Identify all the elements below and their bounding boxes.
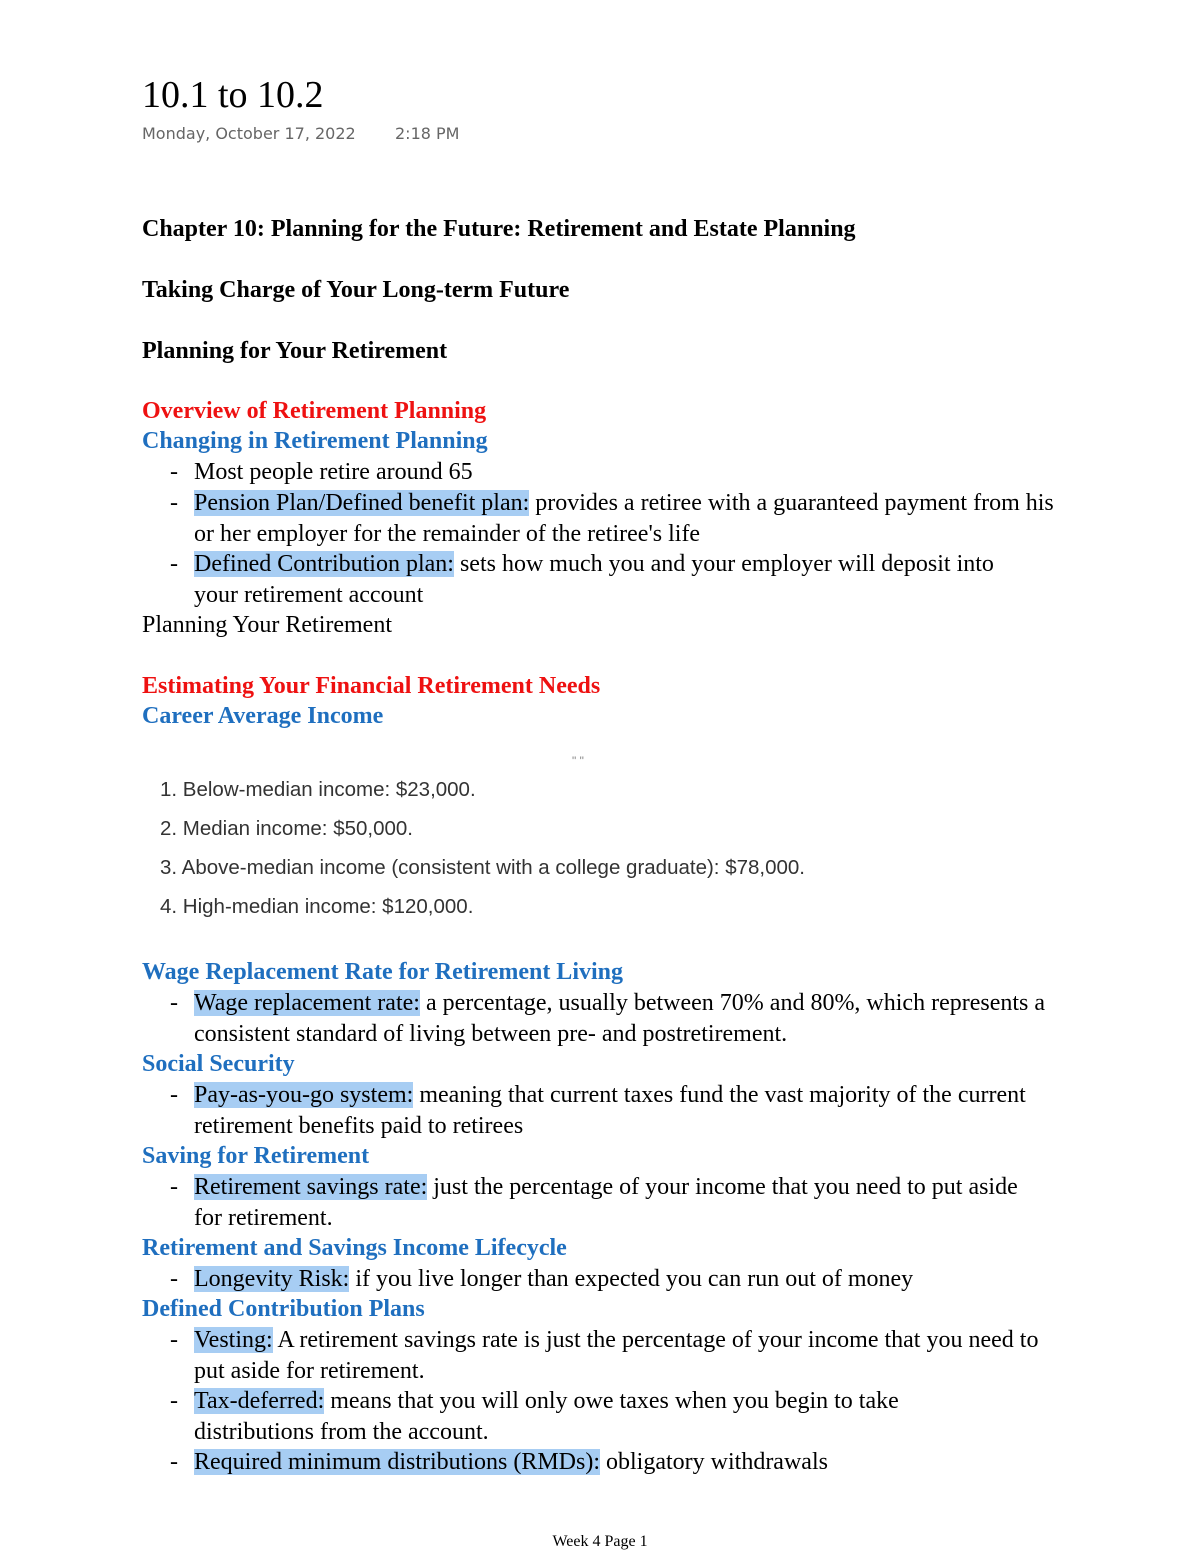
bullet-dash: - <box>170 1174 178 1200</box>
page-time: 2:18 PM <box>395 124 460 143</box>
bullet-text: sets how much you and your employer will deposit into your retirement account <box>194 551 994 608</box>
saving-heading: Saving for Retirement <box>142 1143 370 1169</box>
career-average-heading: Career Average Income <box>142 703 384 729</box>
bullet-term: Longevity Risk: <box>194 1266 350 1292</box>
social-security-heading: Social Security <box>142 1051 295 1077</box>
bullet-item <box>142 1264 1062 1295</box>
bullet-item <box>142 1172 1062 1233</box>
bullet-term: Required minimum distributions (RMDs): <box>194 1449 600 1475</box>
income-list-item: 1. Below-median income: $23,000. <box>160 778 476 801</box>
bullet-item <box>142 1080 1062 1141</box>
bullet-text: Most people retire around 65 <box>194 459 473 485</box>
bullet-text: provides a retiree with a guaranteed payment from his or her employer for the remainder of the retiree's life <box>194 490 1054 547</box>
bullet-text: a percentage, usually between 70% and 80%, which represents a consistent standard of living between pre- and postretirement. <box>194 990 1046 1047</box>
bullet-term: Wage replacement rate: <box>194 990 420 1016</box>
bullet-dash: - <box>170 1082 178 1108</box>
bullet-text: if you live longer than expected you can run out of money <box>349 1266 914 1292</box>
bullet-item <box>142 988 1062 1049</box>
bullet-text: means that you will only owe taxes when you begin to take distributions from the account. <box>194 1388 899 1445</box>
page-footer: Week 4 Page 1 <box>552 1533 648 1550</box>
bullet-term: Pension Plan/Defined benefit plan: <box>194 490 530 516</box>
bullet-term: Vesting: <box>194 1327 273 1353</box>
overview-heading: Overview of Retirement Planning <box>142 398 487 424</box>
bullet-text: just the percentage of your income that you need to put aside for retirement. <box>194 1174 1018 1231</box>
bullet-term: Retirement savings rate: <box>194 1174 428 1200</box>
bullet-item <box>142 1325 1062 1386</box>
bullet-dash: - <box>170 490 178 516</box>
defined-contribution-heading: Defined Contribution Plans <box>142 1296 425 1322</box>
bullet-item <box>142 1447 1062 1478</box>
page-title: 10.1 to 10.2 <box>142 74 324 116</box>
income-list-item: 3. Above-median income (consistent with a college graduate): $78,000. <box>160 856 805 879</box>
bullet-dash: - <box>170 990 178 1016</box>
estimating-heading: Estimating Your Financial Retirement Needs <box>142 673 601 699</box>
bullet-term: Pay-as-you-go system: <box>194 1082 414 1108</box>
stray-mark: " " <box>572 754 584 768</box>
income-list-item: 2. Median income: $50,000. <box>160 817 413 840</box>
bullet-item <box>142 488 1062 549</box>
bullet-term: Tax-deferred: <box>194 1388 325 1414</box>
lifecycle-heading: Retirement and Savings Income Lifecycle <box>142 1235 567 1261</box>
taking-charge-heading: Taking Charge of Your Long-term Future <box>142 277 570 303</box>
bullet-dash: - <box>170 1388 178 1414</box>
bullet-text: meaning that current taxes fund the vast majority of the current retirement benefits paid to retirees <box>194 1082 1026 1139</box>
bullet-dash: - <box>170 551 178 577</box>
bullet-dash: - <box>170 459 178 485</box>
bullet-term: Defined Contribution plan: <box>194 551 454 577</box>
bullet-dash: - <box>170 1266 178 1292</box>
bullet-item <box>142 1386 1062 1447</box>
bullet-text: A retirement savings rate is just the percentage of your income that you need to put aside for retirement. <box>194 1327 1039 1384</box>
planning-retirement-heading: Planning for Your Retirement <box>142 338 448 364</box>
wage-replacement-heading: Wage Replacement Rate for Retirement Living <box>142 959 623 985</box>
income-list-item: 4. High-median income: $120,000. <box>160 895 474 918</box>
bullet-item <box>142 457 1062 488</box>
page-date: Monday, October 17, 2022 <box>142 124 356 143</box>
bullet-item <box>142 549 1062 610</box>
bullet-text: obligatory withdrawals <box>600 1449 828 1475</box>
changing-heading: Changing in Retirement Planning <box>142 428 488 454</box>
bullet-dash: - <box>170 1449 178 1475</box>
planning-your-retirement-text: Planning Your Retirement <box>142 612 392 638</box>
bullet-dash: - <box>170 1327 178 1353</box>
chapter-heading: Chapter 10: Planning for the Future: Retirement and Estate Planning <box>142 216 856 242</box>
